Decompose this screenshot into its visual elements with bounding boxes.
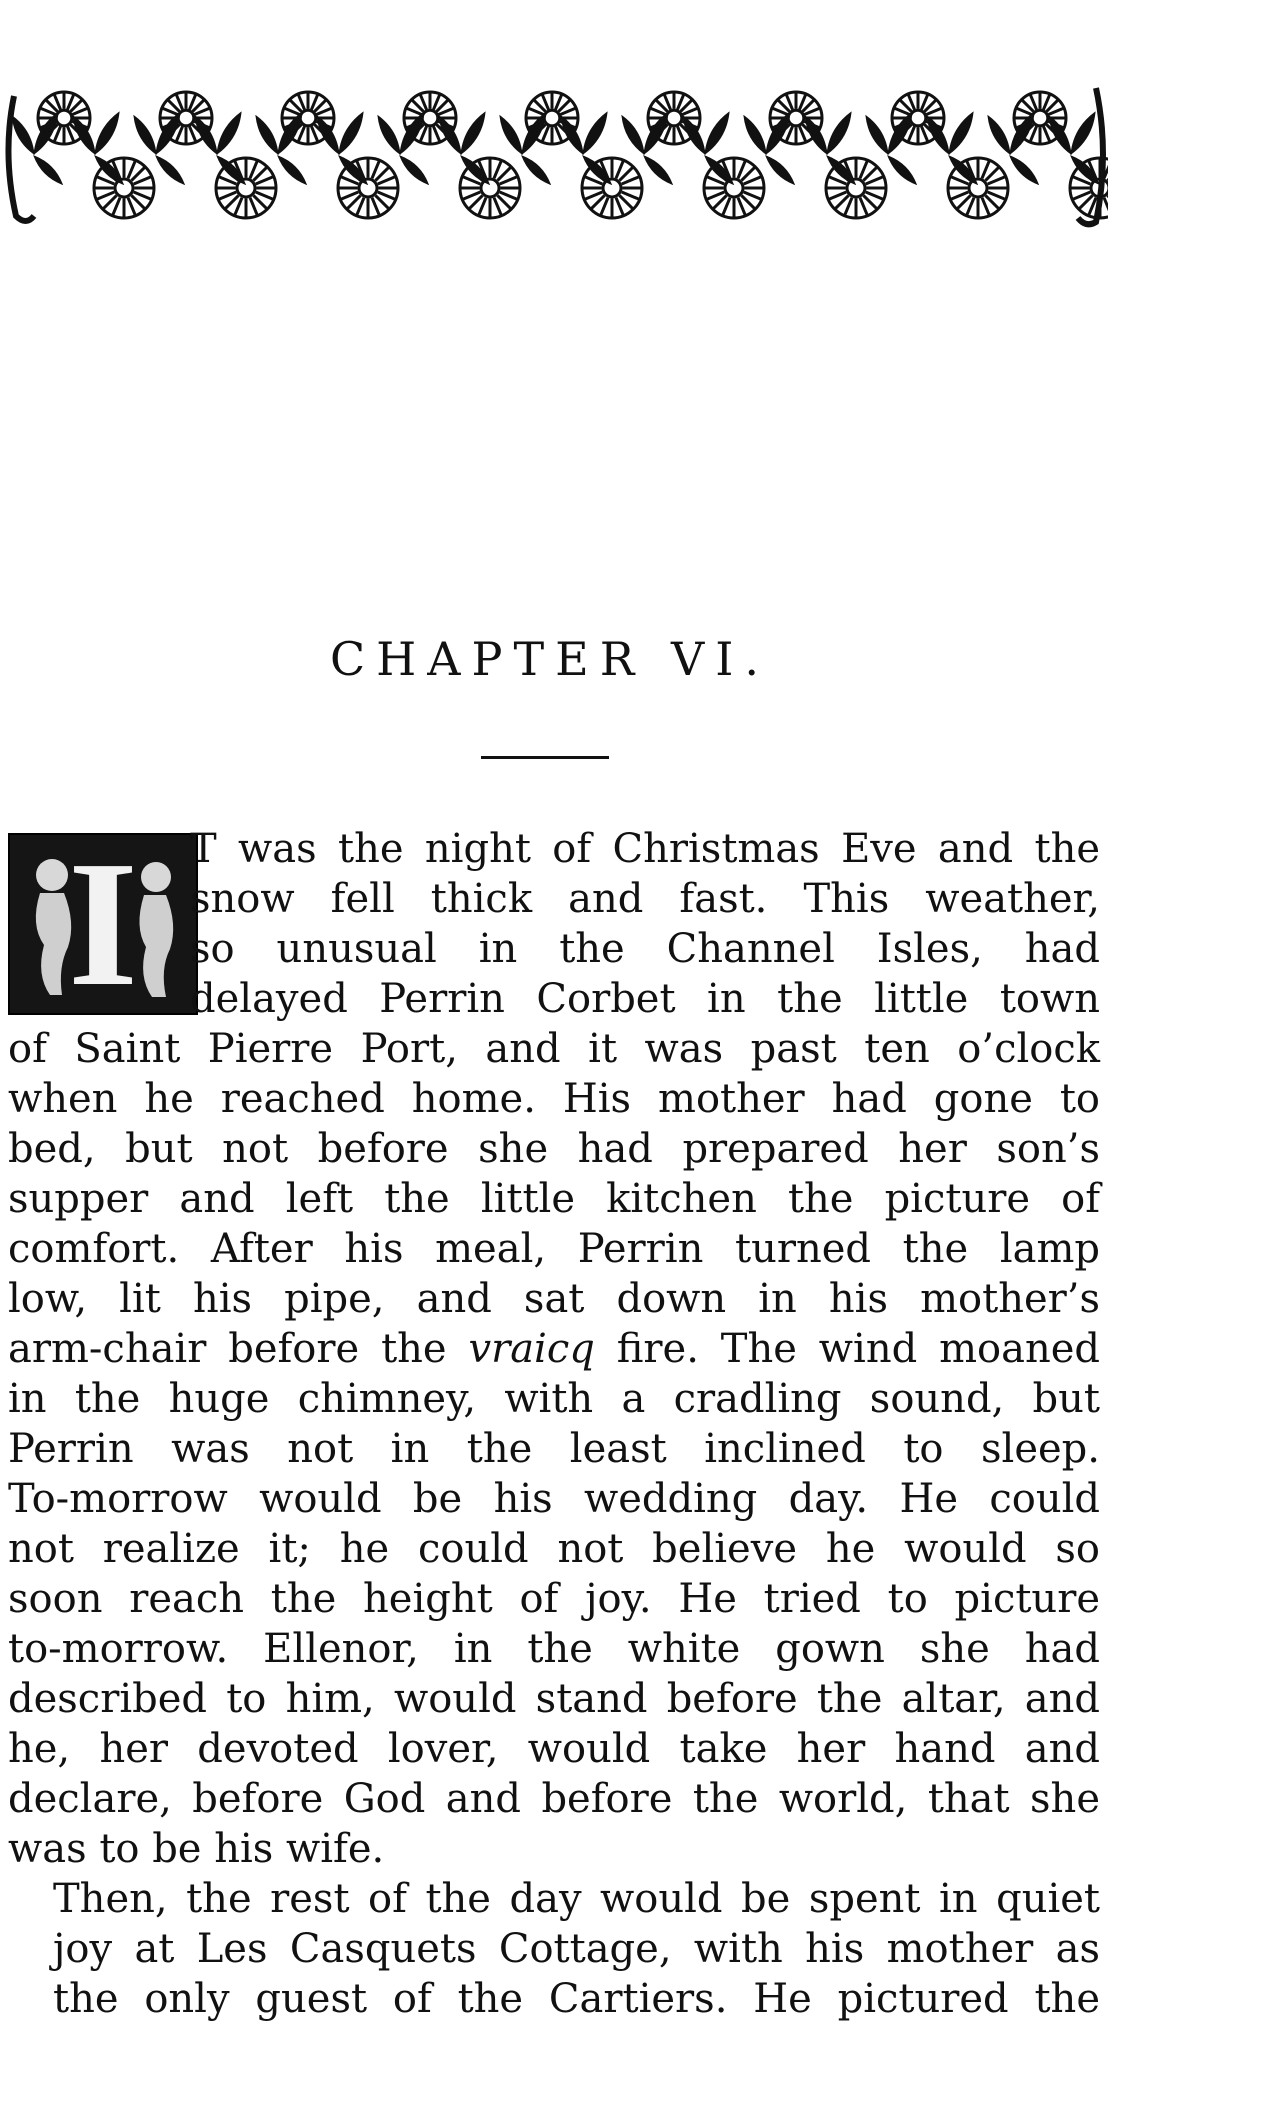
paragraph-1-opening	[190, 824, 1100, 1024]
text-line: low, lit his pipe, and sat down in his mother’s	[8, 1276, 1100, 1322]
text-line: when he reached home. His mother had gone to	[8, 1076, 1100, 1122]
text-line: Then, the rest of the day would be spent in quiet	[53, 1876, 1100, 1922]
text-line: bed, but not before she had prepared her son’s	[8, 1126, 1100, 1172]
text-line: was to be his wife.	[8, 1826, 385, 1872]
text-line: snow fell thick and fast. This weather,	[190, 876, 1100, 922]
illustrated-drop-cap-cherubs	[8, 833, 198, 1015]
chapter-title: CHAPTER VI.	[329, 632, 770, 686]
text-line: soon reach the height of joy. He tried to picture	[8, 1576, 1100, 1622]
text-line: described to him, would stand before the altar, and	[8, 1676, 1100, 1722]
italic-word: vraicq	[468, 1326, 595, 1372]
text-line: T was the night of Christmas Eve and the	[190, 826, 1100, 872]
text-line: Perrin was not in the least inclined to sleep.	[8, 1426, 1100, 1472]
text-span: fire. The wind moaned	[594, 1326, 1100, 1372]
text-line: in the huge chimney, with a cradling sound, but	[8, 1376, 1100, 1422]
text-line: delayed Perrin Corbet in the little town	[190, 976, 1100, 1022]
text-line: not realize it; he could not believe he would so	[8, 1526, 1100, 1572]
text-line: supper and left the little kitchen the picture of	[8, 1176, 1100, 1222]
paragraph-1-body	[8, 1024, 1100, 1874]
floral-border-ornament	[4, 76, 1108, 232]
text-line: To-morrow would be his wedding day. He could	[8, 1476, 1100, 1522]
text-line: comfort. After his meal, Perrin turned the lamp	[8, 1226, 1100, 1272]
text-line: he, her devoted lover, would take her hand and	[8, 1726, 1100, 1772]
text-line: the only guest of the Cartiers. He pictured the	[53, 1976, 1100, 2022]
chapter-rule	[481, 756, 609, 759]
text-line: joy at Les Casquets Cottage, with his mother as	[53, 1926, 1100, 1972]
text-span: arm-chair before the	[8, 1326, 469, 1372]
text-line: of Saint Pierre Port, and it was past ten o’clock	[8, 1026, 1100, 1072]
drop-cap-letter: I	[67, 833, 139, 1015]
text-line: declare, before God and before the world, that she	[8, 1776, 1100, 1822]
text-line: to-morrow. Ellenor, in the white gown she had	[8, 1626, 1100, 1672]
text-line: so unusual in the Channel Isles, had	[190, 926, 1100, 972]
text-line-with-italic	[8, 1324, 1100, 1374]
paragraph-2	[8, 1874, 1100, 2024]
